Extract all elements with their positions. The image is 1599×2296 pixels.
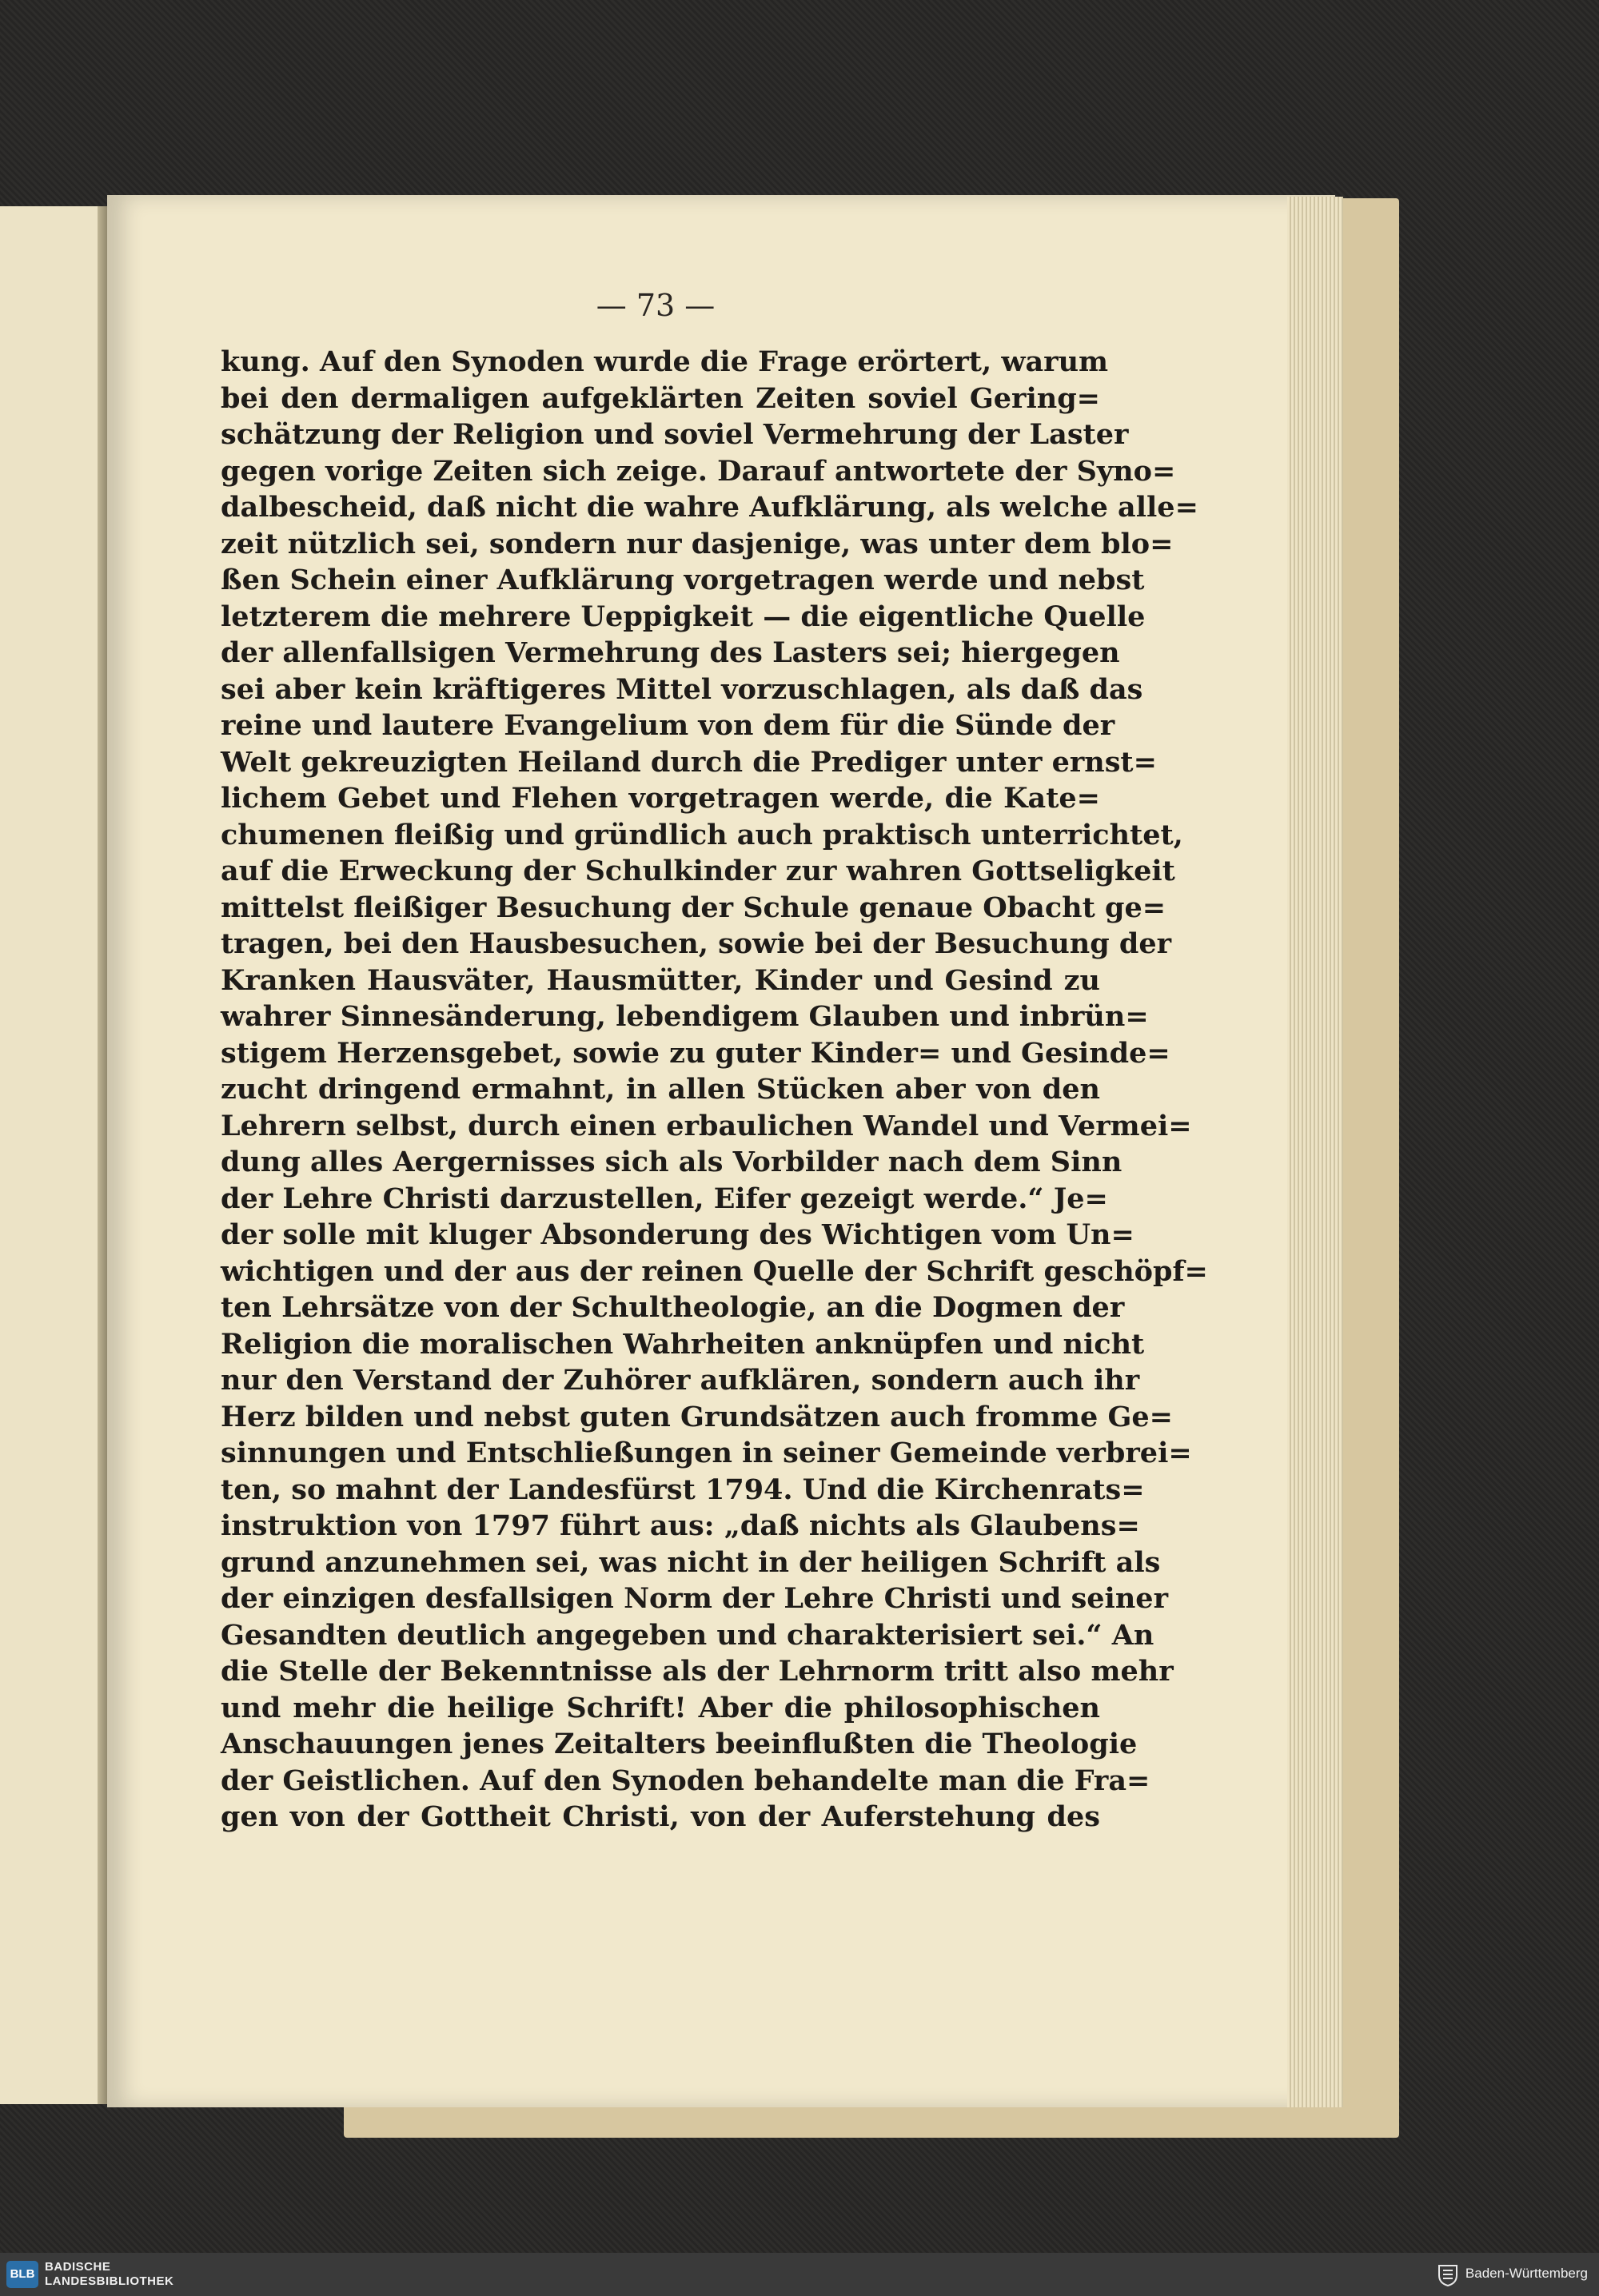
text-line: Herz bilden und nebst guten Grundsätzen auch fromme Ge=: [221, 1400, 1173, 1433]
text-line: grund anzunehmen sei, was nicht in der heiligen Schrift als: [221, 1545, 1161, 1579]
text-line: dalbescheid, daß nicht die wahre Aufklärung, als welche alle=: [221, 491, 1198, 524]
text-line: reine und lautere Evangelium von dem für die Sünde der: [221, 709, 1115, 742]
text-line: instruktion von 1797 führt aus: „daß nichts als Glaubens=: [221, 1509, 1140, 1542]
text-line: nur den Verstand der Zuhörer aufklären, sondern auch ihr: [221, 1364, 1140, 1397]
text-line: auf die Erweckung der Schulkinder zur wahren Gottseligkeit: [221, 855, 1175, 887]
text-line: Lehrern selbst, durch einen erbaulichen Wandel und Vermei=: [221, 1109, 1192, 1142]
library-name-line1: BADISCHE: [45, 2260, 111, 2274]
text-line: kung. Auf den Synoden wurde die Frage erörtert, warum: [221, 345, 1109, 378]
text-line: schätzung der Religion und soviel Vermehrung der Laster: [221, 418, 1129, 451]
text-line: ten, so mahnt der Landesfürst 1794. Und die Kirchenrats=: [221, 1473, 1145, 1506]
text-line: und mehr die heilige Schrift! Aber die philosophischen: [221, 1691, 1100, 1724]
text-line: sei aber kein kräftigeres Mittel vorzuschlagen, als daß das: [221, 672, 1143, 706]
text-line: der Lehre Christi darzustellen, Eifer gezeigt werde.“ Je=: [221, 1182, 1108, 1215]
page-edges: [1287, 197, 1343, 2107]
text-line: sinnungen und Entschließungen in seiner Gemeinde verbrei=: [221, 1437, 1192, 1469]
text-line: Anschauungen jenes Zeitalters beeinflußten die Theologie: [221, 1728, 1138, 1760]
library-name[interactable]: [45, 2260, 173, 2289]
left-page-edge: [0, 206, 106, 2104]
text-line: Welt gekreuzigten Heiland durch die Prediger unter ernst=: [221, 745, 1157, 779]
text-line: dung alles Aergernisses sich als Vorbilder nach dem Sinn: [221, 1146, 1122, 1178]
page-number: — 73 —: [596, 288, 716, 323]
library-name-line2: LANDESBIBLIOTHEK: [45, 2274, 174, 2288]
text-line: gegen vorige Zeiten sich zeige. Darauf antwortete der Syno=: [221, 454, 1176, 488]
region-label[interactable]: Baden-Württemberg: [1465, 2266, 1588, 2281]
text-line: mittelst fleißiger Besuchung der Schule genaue Obacht ge=: [221, 891, 1166, 924]
text-line: bei den dermaligen aufgeklärten Zeiten soviel Gering=: [221, 381, 1100, 415]
page-text: [221, 344, 1208, 1836]
text-line: ten Lehrsätze von der Schultheologie, an die Dogmen der: [221, 1291, 1125, 1324]
text-line: der allenfallsigen Vermehrung des Lasters sei; hiergegen: [221, 636, 1120, 669]
text-line: Religion die moralischen Wahrheiten anknüpfen und nicht: [221, 1327, 1145, 1361]
text-line: der einzigen desfallsigen Norm der Lehre Christi und seiner: [221, 1582, 1169, 1615]
text-line: letzterem die mehrere Ueppigkeit — die eigentliche Quelle: [221, 600, 1146, 633]
text-line: chumenen fleißig und gründlich auch praktisch unterrichtet,: [221, 818, 1183, 851]
text-line: Gesandten deutlich angegeben und charakterisiert sei.“ An: [221, 1618, 1154, 1652]
blb-logo[interactable]: BLB: [6, 2261, 38, 2288]
text-line: der Geistlichen. Auf den Synoden behandelte man die Fra=: [221, 1764, 1150, 1797]
text-line: zucht dringend ermahnt, in allen Stücken aber von den: [221, 1073, 1100, 1106]
text-line: lichem Gebet und Flehen vorgetragen werde, die Kate=: [221, 782, 1100, 815]
crest-icon: [1438, 2262, 1458, 2286]
text-line: zeit nützlich sei, sondern nur dasjenige, was unter dem blo=: [221, 527, 1174, 560]
text-line: stigem Herzensgebet, sowie zu guter Kinder= und Gesinde=: [221, 1036, 1170, 1070]
text-line: gen von der Gottheit Christi, von der Auferstehung des: [221, 1800, 1100, 1833]
text-line: der solle mit kluger Absonderung des Wichtigen vom Un=: [221, 1218, 1134, 1251]
text-line: Kranken Hausväter, Hausmütter, Kinder und Gesind zu: [221, 963, 1100, 997]
text-line: wahrer Sinnesänderung, lebendigem Glauben und inbrün=: [221, 1000, 1149, 1033]
text-line: wichtigen und der aus der reinen Quelle der Schrift geschöpf=: [221, 1254, 1208, 1288]
text-line: die Stelle der Bekenntnisse als der Lehrnorm tritt also mehr: [221, 1655, 1174, 1688]
text-line: tragen, bei den Hausbesuchen, sowie bei der Besuchung der: [221, 927, 1172, 960]
footer-bar: [0, 2253, 1599, 2296]
text-line: ßen Schein einer Aufklärung vorgetragen werde und nebst: [221, 564, 1145, 596]
